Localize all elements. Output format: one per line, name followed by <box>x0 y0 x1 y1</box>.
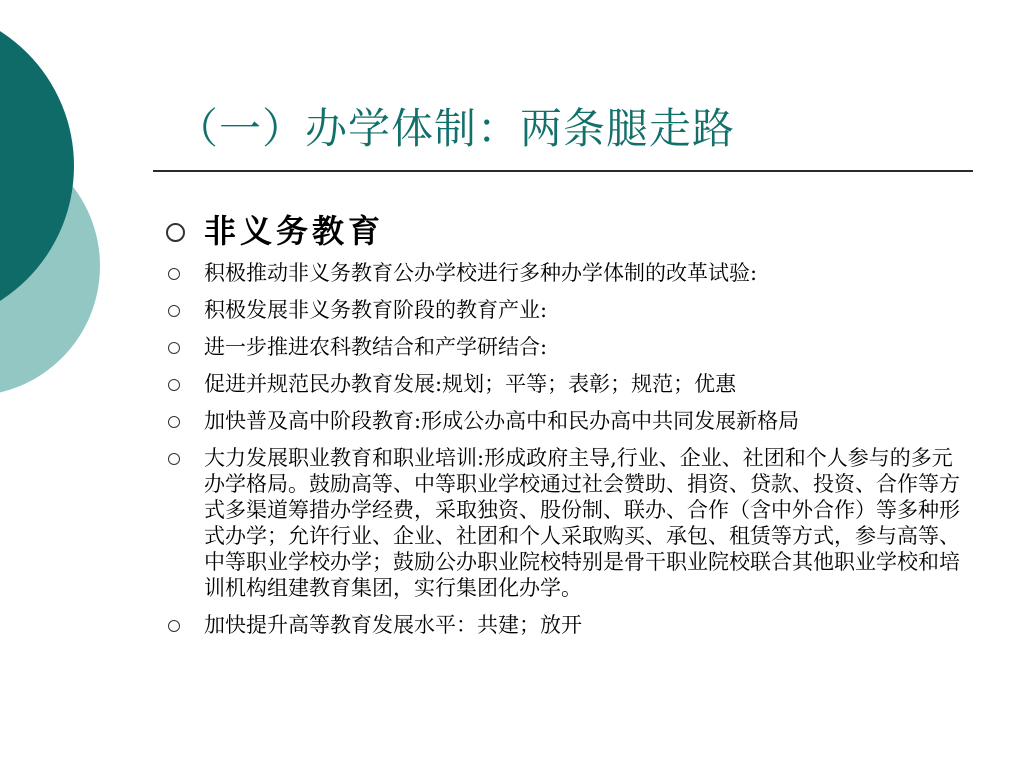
bullet-list <box>160 204 970 638</box>
list-heading <box>160 204 970 258</box>
list-item <box>160 297 970 323</box>
list-item-text: 加快提升高等教育发展水平：共建；放开 <box>204 613 582 637</box>
list-item-text: 积极发展非义务教育阶段的教育产业: <box>204 298 548 322</box>
list-item <box>160 260 970 286</box>
hollow-circle-icon <box>168 620 180 632</box>
slide-title: （一）办学体制：两条腿走路 <box>176 104 736 153</box>
list-item <box>160 334 970 360</box>
title-divider <box>153 170 973 172</box>
hollow-circle-icon <box>168 305 180 317</box>
list-item-text: 加快普及高中阶段教育:形成公办高中和民办高中共同发展新格局 <box>204 409 800 433</box>
hollow-circle-icon <box>168 416 180 428</box>
list-item <box>160 408 970 434</box>
hollow-circle-icon <box>166 223 185 242</box>
list-item-text: 大力发展职业教育和职业培训:形成政府主导,行业、企业、社团和个人参与的多元办学格局。鼓励高等、中等职业学校通过社会赞助、捐资、贷款、投资、合作等方式多渠道筹措办学经费，采取独资、股份制、联办、合作（含中外合作）等多种形式办学；允许行业、企业、社团和个人采取购买、承包、租赁等方式，参与高等、中等职业学校办学；鼓励公办职业院校特别是骨干职业院校联合其他职业学校和培训机构组建教育集团，实行集团化办学。 <box>204 446 960 600</box>
list-item-text: 促进并规范民办教育发展:规划；平等；表彰；规范；优惠 <box>204 372 737 396</box>
hollow-circle-icon <box>168 342 180 354</box>
list-item-text: 进一步推进农科教结合和产学研结合: <box>204 335 548 359</box>
list-item <box>160 612 970 638</box>
hollow-circle-icon <box>168 453 180 465</box>
list-item <box>160 445 970 601</box>
list-item <box>160 371 970 397</box>
list-item-text: 积极推动非义务教育公办学校进行多种办学体制的改革试验: <box>204 261 758 285</box>
heading-text: 非义务教育 <box>204 212 385 250</box>
hollow-circle-icon <box>168 379 180 391</box>
hollow-circle-icon <box>168 268 180 280</box>
